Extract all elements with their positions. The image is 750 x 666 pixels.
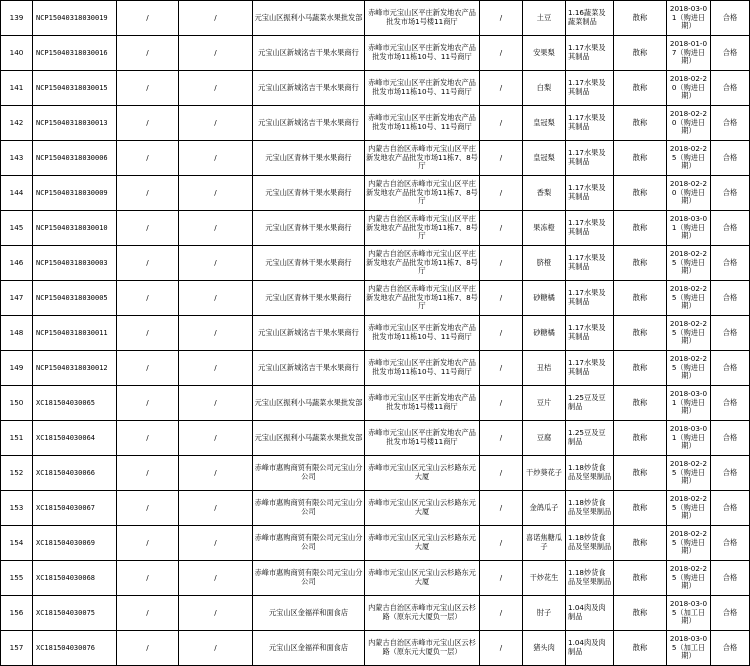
product-name-cell: 干炒葵花子: [523, 456, 566, 491]
table-body: [1, 1, 750, 666]
date-cell: 2018-02-25（购进日期）: [667, 246, 711, 281]
serial-number-cell: 141: [1, 71, 33, 106]
food-category-cell: 1.17水果及其制品: [566, 211, 614, 246]
manufacturer-cell: /: [117, 561, 179, 596]
product-name-cell: 丑桔: [523, 351, 566, 386]
seller-name-cell: 元宝山区青林干果水果商行: [253, 141, 365, 176]
specification-cell: 散称: [614, 36, 667, 71]
product-name-cell: 果冻橙: [523, 211, 566, 246]
manufacturer-address-cell: /: [179, 1, 253, 36]
result-cell: 合格: [711, 316, 750, 351]
specification-cell: 散称: [614, 281, 667, 316]
seller-name-cell: 赤峰市惠购商贸有限公司元宝山分公司: [253, 456, 365, 491]
serial-number-cell: 156: [1, 596, 33, 631]
table-row: [1, 456, 750, 491]
sample-code-cell: XC181504030065: [33, 386, 117, 421]
manufacturer-address-cell: /: [179, 456, 253, 491]
sample-code-cell: XC181504030069: [33, 526, 117, 561]
serial-number-cell: 148: [1, 316, 33, 351]
sample-code-cell: NCP15040318030015: [33, 71, 117, 106]
date-cell: 2018-02-20（购进日期）: [667, 71, 711, 106]
serial-number-cell: 151: [1, 421, 33, 456]
manufacturer-cell: /: [117, 351, 179, 386]
food-category-cell: 1.17水果及其制品: [566, 281, 614, 316]
seller-name-cell: 元宝山区振利小马蔬菜水果批发部: [253, 386, 365, 421]
manufacturer-cell: /: [117, 71, 179, 106]
seller-address-cell: 赤峰市元宝山区平庄新发地农产品批发市场1号楼11商厅: [365, 1, 480, 36]
seller-address-cell: 内蒙古自治区赤峰市元宝山区平庄新发地农产品批发市场11栋7、8号厅: [365, 141, 480, 176]
manufacturer-cell: /: [117, 316, 179, 351]
date-cell: 2018-03-01（购进日期）: [667, 386, 711, 421]
serial-number-cell: 154: [1, 526, 33, 561]
seller-address-cell: 赤峰市元宝山区元宝山云杉路东元大厦: [365, 561, 480, 596]
result-cell: 合格: [711, 1, 750, 36]
date-cell: 2018-02-25（购进日期）: [667, 281, 711, 316]
product-name-cell: 猪头肉: [523, 631, 566, 666]
sample-code-cell: NCP15040318030013: [33, 106, 117, 141]
seller-address-cell: 内蒙古自治区赤峰市元宝山区平庄新发地农产品批发市场11栋7、8号厅: [365, 176, 480, 211]
table-row: [1, 596, 750, 631]
seller-name-cell: 元宝山区振利小马蔬菜水果批发部: [253, 421, 365, 456]
food-category-cell: 1.18炒货食品及坚果制品: [566, 526, 614, 561]
seller-name-cell: 元宝山区新城洺吉干果水果商行: [253, 36, 365, 71]
serial-number-cell: 143: [1, 141, 33, 176]
brand-cell: /: [480, 141, 523, 176]
result-cell: 合格: [711, 211, 750, 246]
result-cell: 合格: [711, 281, 750, 316]
specification-cell: 散称: [614, 71, 667, 106]
food-category-cell: 1.17水果及其制品: [566, 141, 614, 176]
seller-address-cell: 赤峰市元宝山区元宝山云杉路东元大厦: [365, 456, 480, 491]
sample-code-cell: NCP15040318030009: [33, 176, 117, 211]
brand-cell: /: [480, 561, 523, 596]
seller-name-cell: 元宝山区青林干果水果商行: [253, 211, 365, 246]
manufacturer-cell: /: [117, 211, 179, 246]
brand-cell: /: [480, 316, 523, 351]
manufacturer-address-cell: /: [179, 176, 253, 211]
seller-address-cell: 赤峰市元宝山区平庄新发地农产品批发市场1号楼11商厅: [365, 386, 480, 421]
date-cell: 2018-02-25（购进日期）: [667, 456, 711, 491]
table-row: [1, 491, 750, 526]
manufacturer-cell: /: [117, 596, 179, 631]
brand-cell: /: [480, 106, 523, 141]
seller-address-cell: 内蒙古自治区赤峰市元宝山区云杉路（原东元大厦负一层）: [365, 596, 480, 631]
seller-name-cell: 元宝山区金福祥和面食店: [253, 596, 365, 631]
food-category-cell: 1.17水果及其制品: [566, 351, 614, 386]
seller-address-cell: 赤峰市元宝山区平庄新发地农产品批发市场11栋10号、11号商厅: [365, 71, 480, 106]
specification-cell: 散称: [614, 1, 667, 36]
specification-cell: 散称: [614, 141, 667, 176]
result-cell: 合格: [711, 456, 750, 491]
result-cell: 合格: [711, 246, 750, 281]
table-row: [1, 421, 750, 456]
food-category-cell: 1.18炒货食品及坚果制品: [566, 561, 614, 596]
manufacturer-address-cell: /: [179, 211, 253, 246]
date-cell: 2018-02-25（购进日期）: [667, 526, 711, 561]
brand-cell: /: [480, 71, 523, 106]
product-name-cell: 砂糖橘: [523, 281, 566, 316]
brand-cell: /: [480, 36, 523, 71]
specification-cell: 散称: [614, 596, 667, 631]
serial-number-cell: 145: [1, 211, 33, 246]
food-category-cell: 1.25豆及豆制品: [566, 421, 614, 456]
date-cell: 2018-03-01（购进日期）: [667, 1, 711, 36]
serial-number-cell: 152: [1, 456, 33, 491]
product-name-cell: 肘子: [523, 596, 566, 631]
table-row: [1, 386, 750, 421]
manufacturer-cell: /: [117, 631, 179, 666]
manufacturer-address-cell: /: [179, 71, 253, 106]
date-cell: 2018-02-25（购进日期）: [667, 316, 711, 351]
specification-cell: 散称: [614, 106, 667, 141]
seller-name-cell: 元宝山区青林干果水果商行: [253, 176, 365, 211]
product-name-cell: 脐橙: [523, 246, 566, 281]
food-category-cell: 1.16蔬菜及蔬菜制品: [566, 1, 614, 36]
date-cell: 2018-02-25（购进日期）: [667, 351, 711, 386]
sample-code-cell: XC181504030064: [33, 421, 117, 456]
product-name-cell: 干炒花生: [523, 561, 566, 596]
specification-cell: 散称: [614, 421, 667, 456]
manufacturer-address-cell: /: [179, 141, 253, 176]
seller-address-cell: 赤峰市元宝山区平庄新发地农产品批发市场11栋10号、11号商厅: [365, 316, 480, 351]
table-row: [1, 141, 750, 176]
product-name-cell: 皇冠梨: [523, 141, 566, 176]
specification-cell: 散称: [614, 386, 667, 421]
specification-cell: 散称: [614, 316, 667, 351]
product-name-cell: 皇冠梨: [523, 106, 566, 141]
result-cell: 合格: [711, 561, 750, 596]
brand-cell: /: [480, 281, 523, 316]
result-cell: 合格: [711, 596, 750, 631]
brand-cell: /: [480, 176, 523, 211]
sample-code-cell: NCP15040318030019: [33, 1, 117, 36]
seller-name-cell: 元宝山区金福祥和面食店: [253, 631, 365, 666]
date-cell: 2018-03-01（购进日期）: [667, 421, 711, 456]
table-row: [1, 1, 750, 36]
result-cell: 合格: [711, 71, 750, 106]
specification-cell: 散称: [614, 176, 667, 211]
seller-address-cell: 赤峰市元宝山区平庄新发地农产品批发市场11栋10号、11号商厅: [365, 106, 480, 141]
table-row: [1, 246, 750, 281]
product-name-cell: 豆腐: [523, 421, 566, 456]
manufacturer-address-cell: /: [179, 631, 253, 666]
seller-name-cell: 赤峰市惠购商贸有限公司元宝山分公司: [253, 561, 365, 596]
sample-code-cell: XC181504030067: [33, 491, 117, 526]
seller-name-cell: 赤峰市惠购商贸有限公司元宝山分公司: [253, 526, 365, 561]
seller-name-cell: 元宝山区青林干果水果商行: [253, 246, 365, 281]
date-cell: 2018-02-25（购进日期）: [667, 491, 711, 526]
date-cell: 2018-03-05（加工日期）: [667, 596, 711, 631]
seller-name-cell: 元宝山区青林干果水果商行: [253, 281, 365, 316]
result-cell: 合格: [711, 491, 750, 526]
sample-code-cell: NCP15040318030005: [33, 281, 117, 316]
specification-cell: 散称: [614, 526, 667, 561]
food-category-cell: 1.04肉及肉制品: [566, 596, 614, 631]
sample-code-cell: NCP15040318030011: [33, 316, 117, 351]
product-name-cell: 香梨: [523, 176, 566, 211]
seller-address-cell: 内蒙古自治区赤峰市元宝山区平庄新发地农产品批发市场11栋7、8号厅: [365, 211, 480, 246]
manufacturer-address-cell: /: [179, 351, 253, 386]
manufacturer-cell: /: [117, 36, 179, 71]
product-name-cell: 砂糖橘: [523, 316, 566, 351]
manufacturer-cell: /: [117, 456, 179, 491]
food-category-cell: 1.18炒货食品及坚果制品: [566, 456, 614, 491]
food-category-cell: 1.17水果及其制品: [566, 71, 614, 106]
seller-name-cell: 元宝山区振利小马蔬菜水果批发部: [253, 1, 365, 36]
serial-number-cell: 146: [1, 246, 33, 281]
specification-cell: 散称: [614, 351, 667, 386]
result-cell: 合格: [711, 421, 750, 456]
seller-address-cell: 内蒙古自治区赤峰市元宝山区平庄新发地农产品批发市场11栋7、8号厅: [365, 281, 480, 316]
food-category-cell: 1.17水果及其制品: [566, 246, 614, 281]
manufacturer-cell: /: [117, 246, 179, 281]
result-cell: 合格: [711, 526, 750, 561]
result-cell: 合格: [711, 386, 750, 421]
sample-code-cell: NCP15040318030016: [33, 36, 117, 71]
serial-number-cell: 155: [1, 561, 33, 596]
seller-address-cell: 赤峰市元宝山区平庄新发地农产品批发市场11栋10号、11号商厅: [365, 36, 480, 71]
sample-code-cell: NCP15040318030006: [33, 141, 117, 176]
food-category-cell: 1.17水果及其制品: [566, 316, 614, 351]
seller-address-cell: 内蒙古自治区赤峰市元宝山区平庄新发地农产品批发市场11栋7、8号厅: [365, 246, 480, 281]
manufacturer-address-cell: /: [179, 596, 253, 631]
product-name-cell: 土豆: [523, 1, 566, 36]
serial-number-cell: 139: [1, 1, 33, 36]
brand-cell: /: [480, 631, 523, 666]
manufacturer-address-cell: /: [179, 526, 253, 561]
specification-cell: 散称: [614, 456, 667, 491]
product-name-cell: 喜诺焦糖瓜子: [523, 526, 566, 561]
manufacturer-address-cell: /: [179, 246, 253, 281]
table-row: [1, 71, 750, 106]
specification-cell: 散称: [614, 631, 667, 666]
table-row: [1, 631, 750, 666]
product-name-cell: 白梨: [523, 71, 566, 106]
result-cell: 合格: [711, 176, 750, 211]
result-cell: 合格: [711, 141, 750, 176]
serial-number-cell: 140: [1, 36, 33, 71]
manufacturer-address-cell: /: [179, 36, 253, 71]
manufacturer-address-cell: /: [179, 106, 253, 141]
table-row: [1, 106, 750, 141]
sample-code-cell: XC181504030066: [33, 456, 117, 491]
food-category-cell: 1.17水果及其制品: [566, 176, 614, 211]
brand-cell: /: [480, 1, 523, 36]
seller-address-cell: 赤峰市元宝山区元宝山云杉路东元大厦: [365, 526, 480, 561]
food-category-cell: 1.17水果及其制品: [566, 36, 614, 71]
table-row: [1, 351, 750, 386]
table-row: [1, 316, 750, 351]
seller-name-cell: 元宝山区新城洺吉干果水果商行: [253, 71, 365, 106]
product-name-cell: 安果梨: [523, 36, 566, 71]
brand-cell: /: [480, 526, 523, 561]
manufacturer-cell: /: [117, 526, 179, 561]
date-cell: 2018-02-20（购进日期）: [667, 106, 711, 141]
seller-name-cell: 元宝山区新城洺吉干果水果商行: [253, 316, 365, 351]
brand-cell: /: [480, 421, 523, 456]
serial-number-cell: 153: [1, 491, 33, 526]
sample-code-cell: XC181504030068: [33, 561, 117, 596]
manufacturer-cell: /: [117, 106, 179, 141]
seller-address-cell: 赤峰市元宝山区元宝山云杉路东元大厦: [365, 491, 480, 526]
serial-number-cell: 147: [1, 281, 33, 316]
food-category-cell: 1.18炒货食品及坚果制品: [566, 491, 614, 526]
table-row: [1, 561, 750, 596]
manufacturer-cell: /: [117, 176, 179, 211]
sample-code-cell: NCP15040318030010: [33, 211, 117, 246]
specification-cell: 散称: [614, 561, 667, 596]
table-row: [1, 176, 750, 211]
product-name-cell: 豆片: [523, 386, 566, 421]
specification-cell: 散称: [614, 211, 667, 246]
manufacturer-cell: /: [117, 1, 179, 36]
manufacturer-address-cell: /: [179, 561, 253, 596]
brand-cell: /: [480, 246, 523, 281]
serial-number-cell: 144: [1, 176, 33, 211]
manufacturer-address-cell: /: [179, 491, 253, 526]
date-cell: 2018-02-25（购进日期）: [667, 141, 711, 176]
seller-address-cell: 赤峰市元宝山区平庄新发地农产品批发市场11栋10号、11号商厅: [365, 351, 480, 386]
sample-code-cell: XC181504030076: [33, 631, 117, 666]
table-row: [1, 526, 750, 561]
product-name-cell: 金鸽瓜子: [523, 491, 566, 526]
date-cell: 2018-03-05（加工日期）: [667, 631, 711, 666]
date-cell: 2018-02-25（购进日期）: [667, 561, 711, 596]
date-cell: 2018-03-01（购进日期）: [667, 211, 711, 246]
manufacturer-cell: /: [117, 281, 179, 316]
date-cell: 2018-02-20（购进日期）: [667, 176, 711, 211]
food-category-cell: 1.25豆及豆制品: [566, 386, 614, 421]
seller-address-cell: 内蒙古自治区赤峰市元宝山区云杉路（原东元大厦负一层）: [365, 631, 480, 666]
serial-number-cell: 157: [1, 631, 33, 666]
seller-name-cell: 赤峰市惠购商贸有限公司元宝山分公司: [253, 491, 365, 526]
brand-cell: /: [480, 351, 523, 386]
sample-code-cell: XC181504030075: [33, 596, 117, 631]
table-row: [1, 211, 750, 246]
serial-number-cell: 142: [1, 106, 33, 141]
sample-code-cell: NCP15040318030012: [33, 351, 117, 386]
result-cell: 合格: [711, 631, 750, 666]
serial-number-cell: 150: [1, 386, 33, 421]
manufacturer-address-cell: /: [179, 316, 253, 351]
seller-address-cell: 赤峰市元宝山区平庄新发地农产品批发市场1号楼11商厅: [365, 421, 480, 456]
manufacturer-cell: /: [117, 491, 179, 526]
specification-cell: 散称: [614, 491, 667, 526]
seller-name-cell: 元宝山区新城洺吉干果水果商行: [253, 106, 365, 141]
brand-cell: /: [480, 211, 523, 246]
specification-cell: 散称: [614, 246, 667, 281]
result-cell: 合格: [711, 36, 750, 71]
food-category-cell: 1.17水果及其制品: [566, 106, 614, 141]
serial-number-cell: 149: [1, 351, 33, 386]
manufacturer-cell: /: [117, 386, 179, 421]
food-category-cell: 1.04肉及肉制品: [566, 631, 614, 666]
manufacturer-address-cell: /: [179, 421, 253, 456]
manufacturer-address-cell: /: [179, 386, 253, 421]
manufacturer-cell: /: [117, 421, 179, 456]
sample-code-cell: NCP15040318030003: [33, 246, 117, 281]
table-row: [1, 281, 750, 316]
seller-name-cell: 元宝山区新城洺吉干果水果商行: [253, 351, 365, 386]
result-cell: 合格: [711, 106, 750, 141]
brand-cell: /: [480, 456, 523, 491]
date-cell: 2018-01-07（购进日期）: [667, 36, 711, 71]
brand-cell: /: [480, 596, 523, 631]
brand-cell: /: [480, 386, 523, 421]
table-row: [1, 36, 750, 71]
result-cell: 合格: [711, 351, 750, 386]
brand-cell: /: [480, 491, 523, 526]
manufacturer-address-cell: /: [179, 281, 253, 316]
manufacturer-cell: /: [117, 141, 179, 176]
